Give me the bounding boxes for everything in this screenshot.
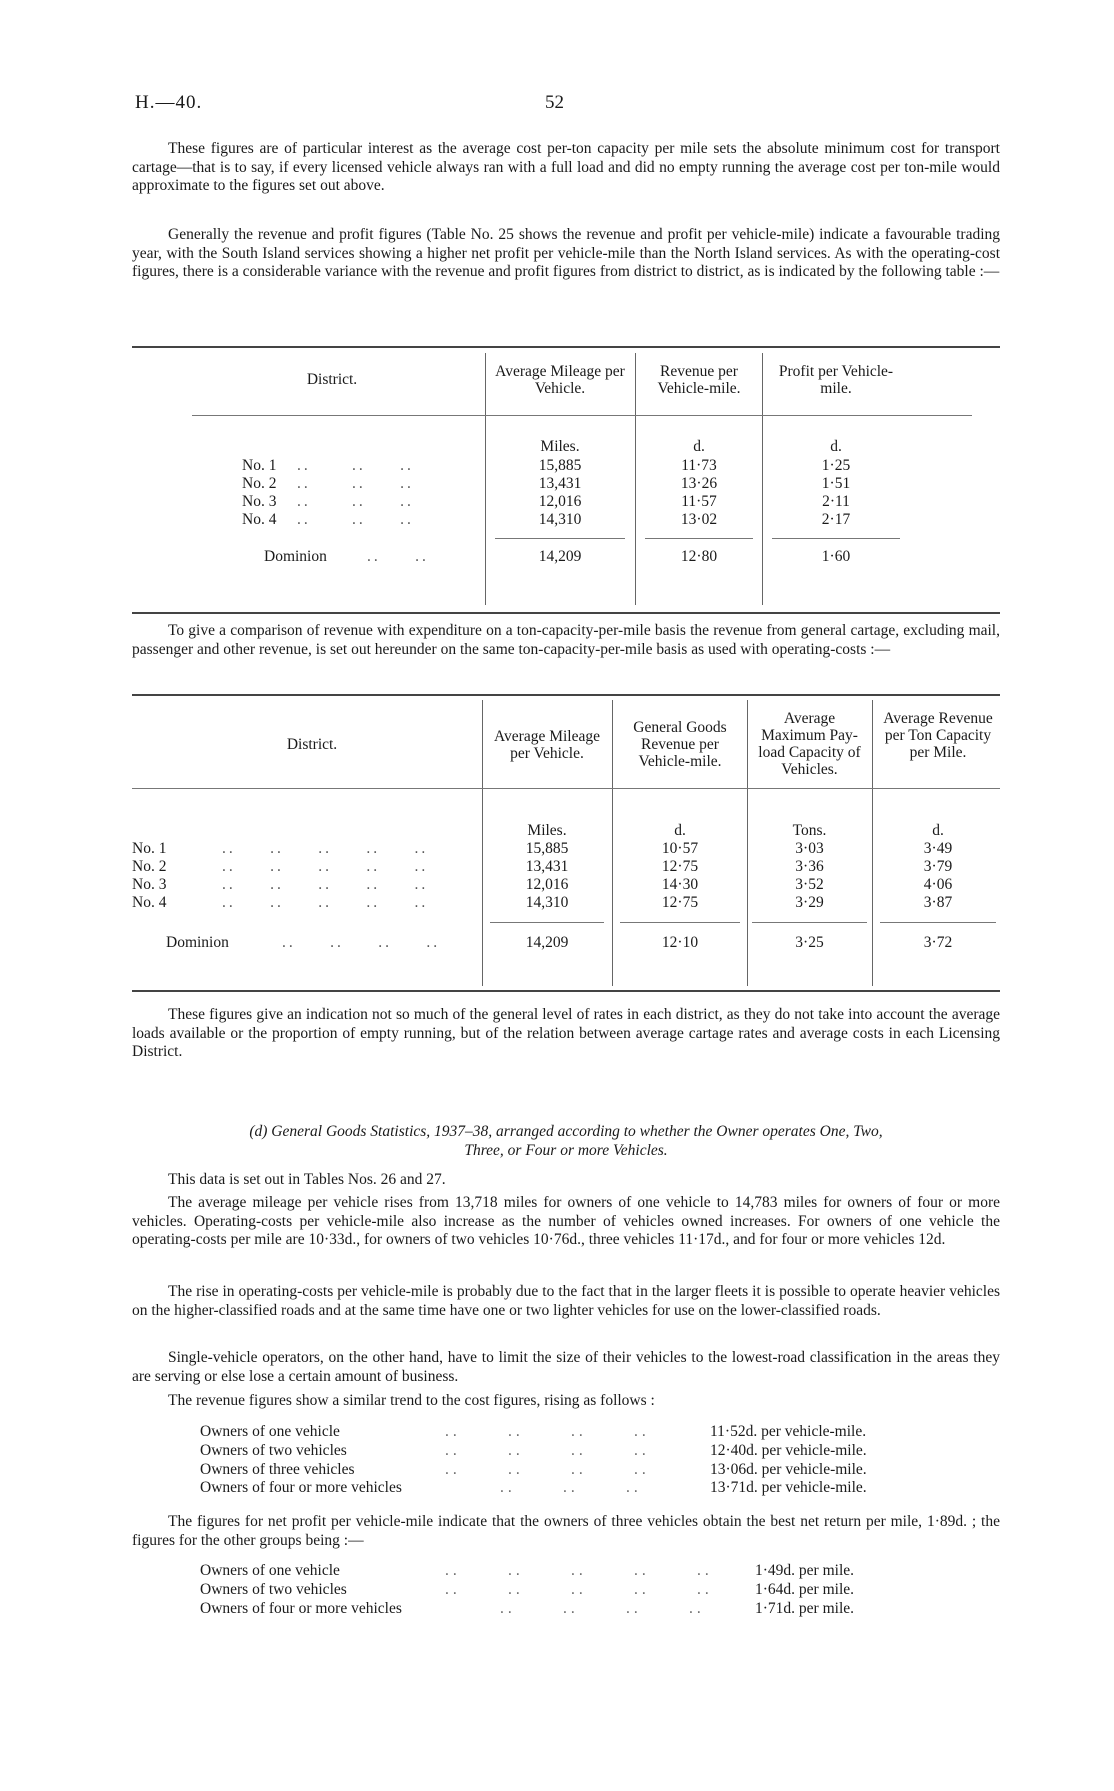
- list-item: [200, 1442, 920, 1461]
- leader-dots: .. .. .. .. ..: [445, 1562, 713, 1579]
- column-divider: [872, 700, 873, 986]
- list-item-value: 13·71d. per vehicle-mile.: [710, 1479, 867, 1497]
- revenue-profit-table: [132, 353, 1000, 608]
- revenue-value: 14·30: [661, 876, 699, 893]
- district-name: No. 4: [132, 894, 167, 911]
- per-ton-value: 3·79: [923, 858, 953, 875]
- list-item-value: 12·40d. per vehicle-mile.: [710, 1441, 867, 1459]
- capacity-value: 3·03: [795, 840, 824, 857]
- district-name: No. 1: [132, 840, 167, 857]
- unit-label: d.: [693, 438, 705, 455]
- revenue-value: 12·80: [680, 548, 718, 565]
- paragraph: These figures are of particular interest as the average cost per-ton capacity per mile sets the absolute minimum cost for transport cartage—that is to say, if every licensed vehicle always ran with a full load and did no empty running the average cost per ton-mile would approximate to the figures set out above.: [132, 140, 1000, 195]
- paragraph: These figures give an indication not so much of the general level of rates in each district, as they do not take into account the average loads available or the proportion of empty running, but of the relation between average cartage rates and average costs in each Licensing District.: [132, 1006, 1000, 1061]
- page-header: [135, 92, 979, 118]
- per-ton-value: 3·49: [923, 840, 953, 857]
- leader-dots: .. .. .. ..: [445, 1460, 650, 1478]
- column-divider: [482, 700, 483, 986]
- leader-dots: .. .. .. ..: [445, 1441, 650, 1459]
- district-name: No. 4: [242, 511, 277, 528]
- column-divider: [635, 353, 636, 605]
- table-top-rule: [132, 346, 1000, 348]
- list-item-label: Owners of three vehicles: [200, 1460, 355, 1478]
- unit-label: Miles.: [540, 438, 580, 455]
- unit-label: Tons.: [792, 822, 827, 839]
- leader-dots: .. .. ..: [297, 511, 414, 528]
- leader-dots: .. .. .. .. ..: [445, 1580, 713, 1598]
- paragraph: The revenue figures show a similar trend to the cost figures, rising as follows :: [168, 1392, 655, 1409]
- total-rule: [490, 922, 604, 923]
- leader-dots: .. .. ..: [297, 457, 414, 474]
- table-top-rule: [132, 694, 1000, 696]
- mileage-value: 14,209: [525, 934, 569, 951]
- mileage-value: 14,310: [538, 511, 582, 528]
- district-name: Dominion: [166, 934, 229, 951]
- revenue-value: 13·26: [680, 475, 718, 492]
- list-item-label: Owners of one vehicle: [200, 1423, 340, 1440]
- district-name: No. 2: [242, 475, 277, 492]
- mileage-value: 12,016: [538, 493, 582, 510]
- revenue-value: 10·57: [661, 840, 699, 857]
- leader-dots: .. .. .. .. ..: [222, 876, 429, 893]
- mileage-value: 15,885: [538, 457, 582, 474]
- paragraph: To give a comparison of revenue with expenditure on a ton-capacity-per-mile basis the revenue from general cartage, excluding mail, passenger and other revenue, is set out hereunder on the same ton-capacity-per-mile basis as used with operating-costs :—: [132, 622, 1000, 658]
- mileage-value: 13,431: [538, 475, 582, 492]
- leader-dots: .. .. .. ..: [500, 1599, 705, 1617]
- capacity-value: 3·36: [795, 858, 824, 875]
- revenue-by-owner-list: [200, 1423, 920, 1498]
- document-reference: H.—40.: [135, 92, 203, 113]
- section-heading: [132, 1123, 1000, 1160]
- list-item-value: 13·06d. per vehicle-mile.: [710, 1460, 867, 1478]
- section-heading-line: Three, or Four or more Vehicles.: [464, 1141, 668, 1159]
- list-item: [200, 1479, 920, 1498]
- total-rule: [880, 922, 996, 923]
- paragraph: The rise in operating-costs per vehicle-mile is probably due to the fact that in the larger fleets it is possible to operate heavier vehicles on the higher-classified roads and at the same time have one or two lighter vehicles for use on the lower-classified roads.: [132, 1283, 1000, 1319]
- per-ton-value: 3·87: [923, 894, 953, 911]
- district-name: Dominion: [264, 548, 327, 565]
- list-item-value: 1·71d. per mile.: [755, 1599, 855, 1617]
- list-item-value: 1·49d. per mile.: [755, 1562, 855, 1579]
- table-bottom-rule: [132, 612, 1000, 614]
- paragraph: Generally the revenue and profit figures (Table No. 25 shows the revenue and profit per vehicle-mile) indicate a favourable trading year, with the South Island services showing a higher net profit per vehicle-mile than the North Island services. As with the operating-cost figures, there is a considerable variance with the revenue and profit figures from district to district, as is indicated by the following table :—: [132, 226, 1000, 281]
- column-header-district: District.: [286, 736, 338, 753]
- leader-dots: .. .. .. .. ..: [222, 894, 429, 911]
- profit-value: 1·51: [821, 475, 851, 492]
- revenue-value: 11·57: [681, 493, 717, 510]
- unit-label: d.: [932, 822, 944, 839]
- unit-label: d.: [830, 438, 842, 455]
- list-item-value: 1·64d. per mile.: [755, 1580, 855, 1598]
- per-ton-value: 4·06: [923, 876, 953, 893]
- column-header-per-ton: Average Revenue per Ton Capacity per Mile.: [883, 710, 993, 761]
- leader-dots: .. .. .. ..: [445, 1423, 650, 1440]
- district-name: No. 3: [242, 493, 277, 510]
- column-header-mileage: Average Mileage per Vehicle.: [495, 363, 625, 397]
- list-item: [200, 1600, 920, 1619]
- header-rule: [192, 415, 972, 416]
- revenue-value: 13·02: [680, 511, 718, 528]
- column-divider: [485, 353, 486, 605]
- profit-by-owner-list: [200, 1562, 920, 1618]
- leader-dots: .. .. ..: [297, 493, 414, 510]
- column-divider: [612, 700, 613, 986]
- total-rule: [645, 538, 753, 539]
- per-ton-value: 3·72: [923, 934, 953, 951]
- total-rule: [495, 538, 625, 539]
- leader-dots: .. ..: [367, 548, 429, 565]
- column-divider: [747, 700, 748, 986]
- district-name: No. 1: [242, 457, 277, 474]
- column-divider: [762, 353, 763, 605]
- profit-value: 2·17: [821, 511, 851, 528]
- table-bottom-rule: [132, 990, 1000, 992]
- mileage-value: 13,431: [525, 858, 569, 875]
- page-number: 52: [545, 92, 564, 113]
- list-item-label: Owners of four or more vehicles: [200, 1479, 402, 1497]
- mileage-value: 12,016: [525, 876, 569, 893]
- section-heading-line: (d) General Goods Statistics, 1937–38, arranged according to whether the Owner operates One, Two,: [249, 1123, 883, 1140]
- mileage-value: 14,310: [525, 894, 569, 911]
- list-item-label: Owners of one vehicle: [200, 1562, 340, 1579]
- revenue-value: 12·75: [661, 894, 699, 911]
- paragraph: The figures for net profit per vehicle-mile indicate that the owners of three vehicles obtain the best net return per mile, 1·89d. ; the figures for the other groups being :—: [132, 1513, 1000, 1549]
- paragraph: The average mileage per vehicle rises from 13,718 miles for owners of one vehicle to 14,783 miles for owners of four or more vehicles. Operating-costs per vehicle-mile also increase as the number of vehicles owned increases. For owners of one vehicle the operating-costs per mile are 10·33d., for owners of two vehicles 10·76d., three vehicles 11·17d., and for four or more vehicles 12d.: [132, 1194, 1000, 1249]
- list-item-label: Owners of four or more vehicles: [200, 1599, 402, 1617]
- revenue-value: 11·73: [681, 457, 717, 474]
- total-rule: [620, 922, 740, 923]
- capacity-value: 3·52: [795, 876, 824, 893]
- column-header-revenue: Revenue per Vehicle-mile.: [657, 363, 741, 397]
- revenue-per-ton-table: [132, 700, 1000, 990]
- leader-dots: .. .. ..: [500, 1479, 642, 1497]
- list-item: [200, 1581, 920, 1600]
- column-header-capacity: Average Maximum Pay-load Capacity of Vehicles.: [758, 710, 861, 778]
- profit-value: 1·60: [821, 548, 851, 565]
- column-header-revenue: General Goods Revenue per Vehicle-mile.: [633, 719, 727, 770]
- profit-value: 2·11: [822, 493, 850, 510]
- leader-dots: .. .. .. ..: [282, 934, 441, 951]
- total-rule: [772, 538, 900, 539]
- list-item-label: Owners of two vehicles: [200, 1580, 347, 1598]
- profit-value: 1·25: [821, 457, 851, 474]
- unit-label: Miles.: [527, 822, 567, 839]
- list-item-value: 11·52d. per vehicle-mile.: [710, 1423, 867, 1440]
- capacity-value: 3·29: [795, 894, 824, 911]
- total-rule: [752, 922, 867, 923]
- unit-label: d.: [674, 822, 686, 839]
- capacity-value: 3·25: [795, 934, 824, 951]
- list-item: [200, 1562, 920, 1581]
- list-item-label: Owners of two vehicles: [200, 1441, 347, 1459]
- column-header-mileage: Average Mileage per Vehicle.: [493, 728, 600, 762]
- leader-dots: .. .. ..: [297, 475, 414, 492]
- column-header-profit: Profit per Vehicle-mile.: [778, 363, 894, 397]
- column-header-district: District.: [306, 371, 358, 388]
- leader-dots: .. .. .. .. ..: [222, 840, 429, 857]
- district-name: No. 2: [132, 858, 167, 875]
- mileage-value: 15,885: [525, 840, 569, 857]
- paragraph: This data is set out in Tables Nos. 26 and 27.: [168, 1171, 446, 1188]
- leader-dots: .. .. .. .. ..: [222, 858, 429, 875]
- paragraph: Single-vehicle operators, on the other hand, have to limit the size of their vehicles to the lowest-road classification in the areas they are serving or else lose a certain amount of business.: [132, 1349, 1000, 1385]
- mileage-value: 14,209: [538, 548, 582, 565]
- district-name: No. 3: [132, 876, 167, 893]
- list-item: [200, 1461, 920, 1480]
- revenue-value: 12·75: [661, 858, 699, 875]
- list-item: [200, 1423, 920, 1442]
- header-rule: [132, 788, 1000, 789]
- revenue-value: 12·10: [661, 934, 699, 951]
